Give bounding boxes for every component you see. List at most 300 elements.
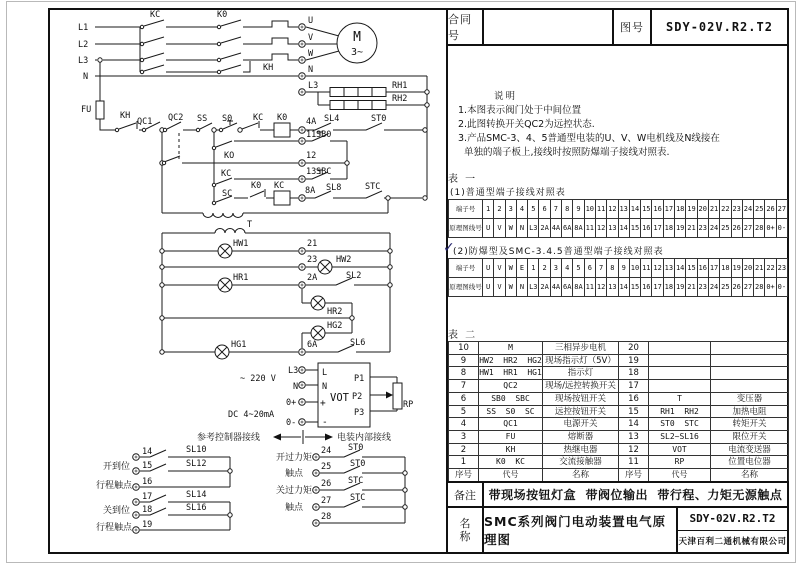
junction-node-icon — [228, 513, 232, 517]
schematic-label: HG1 — [231, 340, 247, 350]
schematic-label: N — [293, 382, 299, 392]
table-cell: 12 — [652, 259, 663, 278]
table-cell: 8 — [562, 200, 573, 219]
terminal-dot-icon — [135, 470, 138, 473]
table-cell: T — [649, 393, 711, 406]
table-cell: 指示灯 — [543, 367, 619, 380]
junction-node-icon — [425, 103, 429, 107]
check-mark: ✓ — [443, 240, 455, 256]
schematic-label: M — [353, 30, 361, 45]
table-cell: 2A — [539, 278, 550, 297]
schematic-label: ST0 — [371, 114, 387, 124]
contact-hinge-icon — [140, 58, 143, 61]
schematic-label: ~ 220 V — [240, 374, 276, 384]
table-cell: 热继电器 — [543, 444, 619, 457]
junction-node-icon — [403, 471, 407, 475]
contact-hinge-icon — [162, 161, 165, 164]
terminal-dot-icon — [301, 43, 304, 46]
terminal-table-normal — [448, 199, 788, 238]
schematic-label: 21 — [307, 239, 318, 249]
junction-node-icon — [98, 58, 102, 62]
table-cell: FU — [479, 431, 543, 444]
schematic-label: QC2 — [168, 113, 184, 123]
schematic-label: RH2 — [392, 94, 408, 104]
schematic-label: W — [308, 49, 314, 59]
table-cell: 12 — [619, 444, 649, 457]
terminal-dot-icon — [301, 75, 304, 78]
table-cell: 5 — [449, 406, 479, 419]
table-cell: 7 — [551, 200, 562, 219]
table-cell: 13 — [664, 259, 675, 278]
terminal-table-explosionproof — [448, 258, 788, 297]
terminal-dot-icon — [135, 501, 138, 504]
table-cell — [711, 367, 789, 380]
schematic-label: 开到位 — [103, 462, 131, 472]
table1-caption: (1)普通型端子接线对照表 — [450, 188, 566, 198]
schematic-label: SBC — [316, 167, 332, 177]
schematic-label: 触点 — [284, 469, 303, 479]
table-cell: U — [483, 219, 494, 238]
schematic-label: 电装内部接线 — [337, 433, 392, 443]
schematic-label: 18 — [142, 505, 153, 515]
note-line: 1.本图表示阀门处于中间位置 — [458, 105, 582, 116]
contact-hinge-icon — [115, 128, 118, 131]
terminal-dot-icon — [301, 162, 304, 165]
table-cell: 11 — [585, 278, 596, 297]
table-cell: 9 — [449, 355, 479, 368]
junction-node-icon — [350, 316, 354, 320]
table-cell: 19 — [732, 259, 743, 278]
terminal-dot-icon — [301, 26, 304, 29]
contact-hinge-icon — [140, 25, 143, 28]
table-cell: 12 — [596, 219, 607, 238]
schematic-label: 关到位 — [103, 506, 131, 516]
schematic-label: + — [320, 398, 326, 409]
table-cell: 9 — [573, 200, 584, 219]
contact-hinge-icon — [217, 58, 220, 61]
junction-node-icon — [403, 488, 407, 492]
table-cell: 13 — [619, 431, 649, 444]
schematic-label: 28 — [321, 512, 332, 522]
junction-node-icon — [403, 505, 407, 509]
schematic-label: K0 — [251, 181, 262, 191]
schematic-label: 23 — [307, 255, 318, 265]
company-name: 天津百利二通机械有限公司 — [678, 537, 787, 548]
schematic-label: STC — [365, 182, 381, 192]
terminal-dot-icon — [301, 129, 304, 132]
schematic-label: SL16 — [186, 503, 207, 513]
schematic-label: 15 — [142, 461, 153, 471]
table-cell: 20 — [698, 200, 709, 219]
table-cell: 名称 — [711, 469, 789, 482]
notes-block — [458, 90, 784, 160]
table-cell: 7 — [449, 380, 479, 393]
table-cell: 15 — [619, 406, 649, 419]
table-cell — [711, 380, 789, 393]
schematic-label: P3 — [354, 408, 365, 418]
table-cell: 28 — [754, 278, 765, 297]
table-cell: 限位开关 — [711, 431, 789, 444]
table-cell: 18 — [619, 367, 649, 380]
table-cell: 10 — [630, 259, 641, 278]
terminal-dot-icon — [315, 489, 318, 492]
table-cell: 23 — [777, 259, 788, 278]
schematic-label: T — [247, 220, 253, 230]
schematic-label: SB0 — [316, 130, 332, 140]
table-cell: 5 — [528, 200, 539, 219]
schematic-label: SC — [222, 189, 233, 199]
drawing-number: SDY-02V.R2.T2 — [678, 508, 787, 531]
table-cell: 2A — [539, 219, 550, 238]
table-cell: L3 — [528, 278, 539, 297]
table-cell: 8 — [449, 367, 479, 380]
table-cell: 4A — [551, 278, 562, 297]
terminal-dot-icon — [135, 514, 138, 517]
table-cell: 代号 — [479, 469, 543, 482]
table-cell: 15 — [686, 259, 697, 278]
terminal-dot-icon — [301, 266, 304, 269]
table-cell: 加热电阻 — [711, 406, 789, 419]
table-cell: 23 — [698, 278, 709, 297]
table-cell: KH — [479, 444, 543, 457]
table-cell: SL2~SL16 — [649, 431, 711, 444]
potentiometer-RP — [393, 383, 402, 409]
table-cell: 28 — [754, 219, 765, 238]
drawing-title: SMC系列阀门电动装置电气原理图 — [484, 508, 678, 552]
schematic-label: L — [322, 368, 328, 378]
table-cell: 24 — [709, 278, 720, 297]
junction-node-icon — [345, 161, 349, 165]
terminal-dot-icon — [315, 506, 318, 509]
schematic-label: K0 — [277, 113, 288, 123]
table-cell: 25 — [720, 278, 731, 297]
table-cell: 6 — [585, 259, 596, 278]
contact-hinge-icon — [140, 70, 143, 73]
table-cell: 18 — [664, 219, 675, 238]
schematic-label: KC — [274, 181, 285, 191]
table-cell: 17 — [619, 380, 649, 393]
table-cell: 现场/远控转换开关 — [543, 380, 619, 393]
table-cell: 27 — [743, 219, 754, 238]
table-cell: 16 — [641, 278, 652, 297]
table2-caption: (2)防爆型及SMC-3.4.5普通型端子接线对照表 — [453, 247, 664, 257]
table-cell: 交流接触器 — [543, 456, 619, 469]
schematic-label: SL4 — [324, 114, 340, 124]
table-cell: SB0 SBC — [479, 393, 543, 406]
table-cell: 10 — [585, 200, 596, 219]
table-cell: N — [517, 278, 528, 297]
junction-node-icon — [388, 249, 392, 253]
table-cell: 19 — [619, 355, 649, 368]
table-cell: 27 — [743, 278, 754, 297]
schematic-label: 16 — [142, 477, 153, 487]
junction-node-icon — [160, 283, 164, 287]
table-cell: 序号 — [449, 469, 479, 482]
table-cell: 电源开关 — [543, 418, 619, 431]
remark-text: 带现场按钮灯盒 带阀位输出 带行程、力矩无源触点 — [488, 488, 783, 502]
table-cell: 三相异步电机 — [543, 342, 619, 355]
terminal-dot-icon — [135, 456, 138, 459]
schematic-label: STC — [350, 493, 366, 503]
schematic-label: 0- — [286, 418, 297, 428]
table-cell: W — [506, 259, 517, 278]
schematic-label: 14 — [142, 447, 153, 457]
schematic-label: DC 4~20mA — [228, 410, 275, 420]
table-cell: 16 — [652, 200, 663, 219]
table-cell: 17 — [652, 278, 663, 297]
table-cell: 16 — [641, 219, 652, 238]
table-cell: 1 — [483, 200, 494, 219]
table-cell: 22 — [765, 259, 776, 278]
table-cell: 4 — [562, 259, 573, 278]
table-cell: RH1 RH2 — [649, 406, 711, 419]
table-cell: 12 — [596, 278, 607, 297]
table-cell: 3 — [506, 200, 517, 219]
table-cell: 14 — [630, 200, 641, 219]
terminal-dot-icon — [301, 401, 304, 404]
terminal-dot-icon — [135, 529, 138, 532]
table-cell: 0+ — [765, 278, 776, 297]
table-cell: 24 — [743, 200, 754, 219]
terminal-dot-icon — [301, 284, 304, 287]
table-cell: RP — [649, 456, 711, 469]
table-cell: 17 — [652, 219, 663, 238]
table-cell — [711, 355, 789, 368]
contract-no-label: 合同号 — [448, 10, 484, 44]
table-cell: 转矩开关 — [711, 418, 789, 431]
table-cell — [649, 342, 711, 355]
table-cell: 19 — [675, 278, 686, 297]
terminal-dot-icon — [301, 351, 304, 354]
junction-node-icon — [388, 265, 392, 269]
fuse-symbol — [96, 101, 104, 119]
terminal-dot-icon — [301, 197, 304, 200]
table-cell: 26 — [765, 200, 776, 219]
junction-node-icon — [425, 90, 429, 94]
table-cell: 19 — [686, 200, 697, 219]
schematic-label: ST0 — [348, 443, 364, 453]
schematic-label: HR2 — [327, 307, 343, 317]
schematic-label: 24 — [321, 446, 332, 456]
table-cell: QC1 — [479, 418, 543, 431]
schematic-label: 开过力矩 — [275, 453, 312, 463]
table-cell: 20 — [743, 259, 754, 278]
schematic-label: 0+ — [286, 398, 297, 408]
schematic-label: 行程触点 — [96, 523, 133, 533]
junction-node-icon — [160, 350, 164, 354]
schematic-label: KH — [263, 63, 274, 73]
schematic-label: KO — [224, 151, 235, 161]
table-cell: 22 — [720, 200, 731, 219]
terminal-dot-icon — [301, 421, 304, 424]
schematic-label: 参考控制器接线 — [197, 433, 261, 443]
schematic-label: N — [83, 72, 89, 82]
schematic-label: 3~ — [350, 47, 364, 58]
contact-hinge-icon — [217, 25, 220, 28]
terminal-dot-icon — [301, 91, 304, 94]
schematic-label: HW1 — [233, 239, 249, 249]
table-cell: 27 — [777, 200, 788, 219]
terminal-dot-icon — [301, 140, 304, 143]
table-cell: 18 — [720, 259, 731, 278]
table-cell: N — [517, 219, 528, 238]
schematic-label: L3 — [288, 366, 299, 376]
schematic-label: QC1 — [137, 117, 153, 127]
table-cell: K0 KC — [479, 456, 543, 469]
table-cell: SS S0 SC — [479, 406, 543, 419]
schematic-label: 13 — [306, 167, 317, 177]
table-cell: 14 — [675, 259, 686, 278]
schematic-label: 26 — [321, 479, 332, 489]
table-cell: U — [483, 278, 494, 297]
schematic-label: L1 — [78, 23, 89, 33]
table-cell: 电流变送器 — [711, 444, 789, 457]
schematic-label: P2 — [352, 392, 363, 402]
terminal-dot-icon — [301, 178, 304, 181]
table-cell: V — [494, 219, 505, 238]
table-cell: 13 — [607, 219, 618, 238]
note-line: 单独的端子板上,接线时按照防爆端子接线对照表. — [458, 147, 670, 158]
schematic-label: SL2 — [346, 271, 362, 281]
table-cell: 2 — [494, 200, 505, 219]
table-cell: V — [494, 278, 505, 297]
table-cell: W — [506, 219, 517, 238]
table-cell: 6A — [562, 278, 573, 297]
table-cell: QC2 — [479, 380, 543, 393]
table-cell: 10 — [449, 342, 479, 355]
table-cell: W — [506, 278, 517, 297]
table-cell: HW1 HR1 HG1 — [479, 367, 543, 380]
schematic-label: - — [322, 417, 328, 428]
terminal-dot-icon — [301, 384, 304, 387]
table-cell: 16 — [698, 259, 709, 278]
schematic-label: VOT — [330, 392, 349, 404]
schematic-label: RP — [403, 400, 414, 410]
note-line: 3.产品SMC-3、4、5普通型电装的U、V、W电机线及N线接在 — [458, 133, 720, 144]
contact-hinge-icon — [196, 128, 199, 131]
schematic-label: 4A — [306, 117, 317, 127]
table-cell: 1 — [528, 259, 539, 278]
table1-label: 表 一 — [448, 174, 478, 185]
notes-title: 说明 — [494, 91, 518, 102]
table-cell: 3 — [449, 431, 479, 444]
table-cell: V — [494, 259, 505, 278]
table-cell: 14 — [619, 418, 649, 431]
contact-hinge-icon — [212, 183, 215, 186]
table-cell: 8 — [607, 259, 618, 278]
table-cell: E — [517, 259, 528, 278]
contact-hinge-icon — [140, 42, 143, 45]
schematic-label: L3 — [308, 81, 319, 91]
schematic-label: KC — [150, 10, 161, 20]
schematic-label: P1 — [354, 374, 365, 384]
schematic-label: SL14 — [186, 490, 207, 500]
schematic-label: 关过力矩 — [275, 486, 312, 496]
table-cell: 现场指示灯（5V） — [543, 355, 619, 368]
schematic-label: 25 — [321, 462, 332, 472]
contactor-coil-K0 — [274, 123, 290, 137]
table-cell: VOT — [649, 444, 711, 457]
table-cell: 6 — [449, 393, 479, 406]
table-cell: 序号 — [619, 469, 649, 482]
name-label-char1: 名 — [459, 517, 471, 530]
schematic-label: HG2 — [327, 321, 343, 331]
schematic-label: 8A — [305, 186, 316, 196]
schematic-label: 6A — [307, 340, 318, 350]
table3-label: 表 二 — [448, 330, 478, 341]
note-line: 2.此图转换开关QC2为远控状态. — [458, 119, 595, 130]
table-cell: 24 — [709, 219, 720, 238]
table-cell: 18 — [664, 278, 675, 297]
table-cell: 15 — [630, 278, 641, 297]
table-cell: 14 — [619, 278, 630, 297]
terminal-dot-icon — [301, 369, 304, 372]
table-cell: 现场按钮开关 — [543, 393, 619, 406]
schematic-label: STC — [348, 476, 364, 486]
terminal-dot-icon — [315, 456, 318, 459]
table-cell: 8A — [573, 219, 584, 238]
junction-node-icon — [160, 265, 164, 269]
table-cell: 16 — [619, 393, 649, 406]
schematic-label: FU — [81, 105, 92, 115]
junction-node-icon — [423, 128, 427, 132]
contact-hinge-icon — [142, 128, 145, 131]
terminal-dot-icon — [135, 486, 138, 489]
table-cell: ST0 STC — [649, 418, 711, 431]
schematic-label: HW2 — [336, 255, 352, 265]
table-cell: 12 — [607, 200, 618, 219]
component-list-table — [448, 341, 788, 482]
table-cell: 5 — [573, 259, 584, 278]
schematic-label: N — [322, 382, 328, 392]
table-cell: 7 — [596, 259, 607, 278]
table-cell: 3 — [551, 259, 562, 278]
name-label — [448, 508, 484, 552]
schematic-label: L2 — [78, 40, 89, 50]
schematic-label: SL6 — [350, 338, 366, 348]
table-cell: 21 — [754, 259, 765, 278]
table-cell: 17 — [664, 200, 675, 219]
junction-node-icon — [238, 128, 242, 132]
table-cell: 名称 — [543, 469, 619, 482]
terminal-dot-icon — [301, 250, 304, 253]
table-cell: 20 — [619, 342, 649, 355]
table-cell: 远控按钮开关 — [543, 406, 619, 419]
table-cell: 11 — [619, 456, 649, 469]
table-cell: 2 — [539, 259, 550, 278]
table-cell: 21 — [709, 200, 720, 219]
schematic-label: SL12 — [186, 459, 207, 469]
contact-hinge-icon — [163, 128, 166, 131]
schematic-label: 19 — [142, 520, 153, 530]
table-cell: 26 — [732, 219, 743, 238]
junction-node-icon — [160, 249, 164, 253]
table-cell: 熔断器 — [543, 431, 619, 444]
contactor-coil-KC — [274, 191, 290, 205]
drawing-no-value: SDY-02V.R2.T2 — [666, 20, 773, 34]
table-cell: 13 — [619, 200, 630, 219]
schematic-label: V — [308, 33, 314, 43]
table-cell: 15 — [641, 200, 652, 219]
table-cell: 0+ — [765, 219, 776, 238]
table-cell: 6 — [539, 200, 550, 219]
schematic-label: SL10 — [186, 445, 207, 455]
table-cell: L3 — [528, 219, 539, 238]
title-block — [446, 508, 789, 554]
table-cell — [649, 380, 711, 393]
name-label-char2: 称 — [459, 530, 471, 543]
circuit-schematic — [48, 8, 446, 556]
